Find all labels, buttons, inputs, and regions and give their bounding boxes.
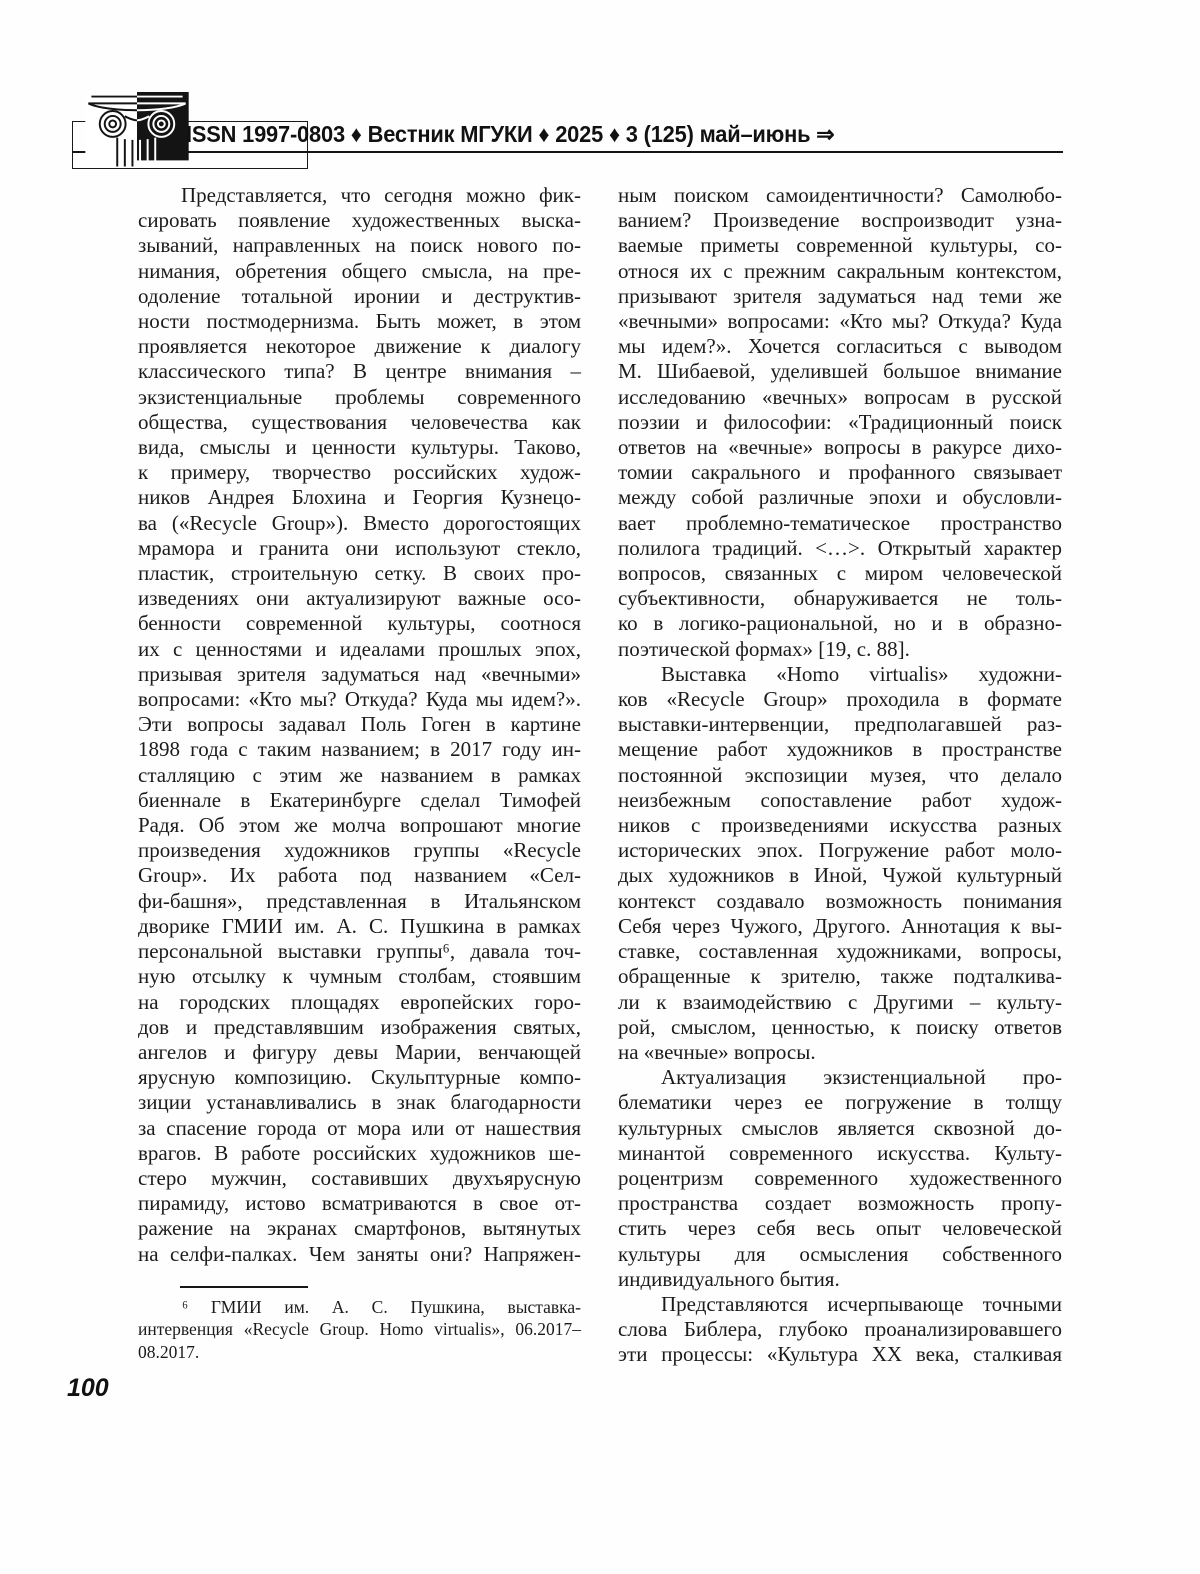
text-line: рой, смыслом, ценностью, к поиску ответов: [618, 1014, 1062, 1039]
text-line: слова Библера, глубоко проанализировавшего: [618, 1317, 1062, 1342]
text-line: врагов. В работе российских художников ше-: [138, 1140, 581, 1165]
text-line: мрамора и гранита они используют стекло,: [138, 535, 581, 560]
text-line: Выставка «Homo virtualis» художни-: [661, 661, 1062, 686]
footnote: [138, 1286, 581, 1364]
text-line: ности постмодернизма. Быть может, в этом: [138, 309, 581, 334]
text-line: дых художников в Иной, Чужой культурный: [618, 863, 1062, 888]
text-line: Представляются исчерпывающе точными: [661, 1291, 1062, 1316]
text-line: индивидуального бытия.: [618, 1266, 840, 1291]
text-line: произведения художников группы «Recycle: [138, 838, 581, 863]
text-line: персональной выставки группы⁶, давала точ-: [138, 939, 581, 964]
text-line: Себя через Чужого, Другого. Аннотация к вы-: [618, 913, 1062, 938]
text-line: интервенция «Recycle Group. Homo virtualis», 06.2017–: [138, 1319, 581, 1340]
text-line: зиции устанавливались в знак благодарности: [138, 1090, 581, 1115]
text-line: дов и представлявшим изображения святых,: [138, 1014, 581, 1039]
text-line: на «вечные» вопросы.: [618, 1039, 816, 1064]
text-line: Group». Их работа под названием «Сел-: [138, 863, 581, 888]
text-line: ярусную композицию. Скульптурные компо-: [138, 1065, 581, 1090]
text-line: Эти вопросы задавал Поль Гоген в картине: [138, 712, 581, 737]
text-line: вопросов, связанных с миром человеческой: [618, 561, 1062, 586]
text-line: ражение на экранах смартфонов, вытянутых: [138, 1216, 581, 1241]
text-line: блематики через ее погружение в толщу: [618, 1090, 1062, 1115]
text-line: обращенные к зрителю, также подталкива-: [618, 964, 1062, 989]
text-line: призывают зрителя задуматься над теми же: [618, 283, 1062, 308]
footnote-separator-rule: [180, 1286, 308, 1288]
text-line: зываний, направленных на поиск нового по-: [138, 233, 581, 258]
text-line: роцентризм современного художественного: [618, 1165, 1062, 1190]
text-line: биеннале в Екатеринбурге сделал Тимофей: [138, 787, 581, 812]
text-line: изведениях они актуализируют важные осо-: [138, 586, 581, 611]
text-line: призывая зрителя задуматься над «вечными»: [138, 661, 581, 686]
text-line: ставке, составленная художниками, вопросы,: [618, 939, 1062, 964]
text-line: пластик, строительную сетку. В своих про-: [138, 561, 581, 586]
text-line: Представляется, что сегодня можно фик-: [181, 183, 581, 207]
journal-header-line: ISSN 1997-0803 ♦ Вестник МГУКИ ♦ 2025 ♦ 3 (125) май–июнь ⇒: [186, 121, 835, 147]
text-line: ным поиском самоидентичности? Самолюбо-: [618, 183, 1062, 207]
text-line: томии сакрального и профанного связывает: [618, 460, 1062, 485]
text-line: ⁶ ГМИИ им. А. С. Пушкина, выставка-: [182, 1296, 581, 1317]
text-line: поэтической формах» [19, с. 88].: [618, 636, 910, 661]
text-line: исследованию «вечных» вопросам в русской: [618, 384, 1062, 409]
text-line: дворике ГМИИ им. А. С. Пушкина в рамках: [138, 913, 581, 938]
text-line: нимания, обретения общего смысла, на пре-: [138, 258, 581, 283]
text-line: стеро мужчин, составивших двухъярусную: [138, 1165, 581, 1190]
page-number: 100: [67, 1374, 109, 1402]
text-line: вида, смыслы и ценности культуры. Таково,: [138, 435, 581, 460]
text-line: выставки-интервенции, предполагавшей раз-: [618, 712, 1062, 737]
text-line: фи-башня», представленная в Итальянском: [138, 888, 581, 913]
text-line: ников Андрея Блохина и Георгия Кузнецо-: [138, 485, 581, 510]
text-line: поэзии и философии: «Традиционный поиск: [618, 409, 1062, 434]
text-line: к примеру, творчество российских худож-: [138, 460, 581, 485]
text-line: вопросами: «Кто мы? Откуда? Куда мы идем?».: [138, 687, 581, 712]
text-line: ваемые приметы современной культуры, со-: [618, 233, 1062, 258]
text-line: Актуализация экзистенциальной про-: [661, 1065, 1062, 1090]
text-line: мы идем?». Хочется согласиться с выводом: [618, 334, 1062, 359]
left-column: [138, 183, 581, 1363]
header-rule: [72, 151, 1063, 153]
text-line: субъективности, обнаруживается не толь-: [618, 586, 1062, 611]
right-column: [618, 183, 1062, 1368]
right-column-text: [618, 183, 1062, 1368]
text-line: ников с произведениями искусства разных: [618, 813, 1062, 838]
text-line: на селфи-палках. Чем заняты они? Напряжен-: [138, 1241, 581, 1266]
text-line: ков «Recycle Group» проходила в формате: [618, 687, 1062, 712]
text-line: постоянной экспозиции музея, что делало: [618, 762, 1062, 787]
text-line: культуры для осмысления собственного: [618, 1241, 1062, 1266]
text-line: ную отсылку к чумным столбам, стоявшим: [138, 964, 581, 989]
text-line: ко в логико-рациональной, но и в образно-: [618, 611, 1062, 636]
text-line: стить через себя весь опыт человеческой: [618, 1216, 1062, 1241]
text-line: ва («Recycle Group»). Вместо дорогостоящих: [138, 510, 581, 535]
text-line: 1898 года с таким названием; в 2017 году ин-: [138, 737, 581, 762]
text-line: их с ценностями и идеалами прошлых эпох,: [138, 636, 581, 661]
text-line: неизбежным сопоставление работ худож-: [618, 787, 1062, 812]
text-line: Радя. Об этом же молча вопрошают многие: [138, 813, 581, 838]
text-line: ванием? Произведение воспроизводит узна-: [618, 208, 1062, 233]
paragraph: [138, 183, 581, 1267]
text-line: экзистенциальные проблемы современного: [138, 384, 581, 409]
text-line: сталляцию с этим же названием в рамках: [138, 762, 581, 787]
paragraph: [618, 1292, 1062, 1368]
text-line: 08.2017.: [138, 1341, 200, 1362]
text-line: между собой различные эпохи и обусловли-: [618, 485, 1062, 510]
text-line: за спасение города от мора или от нашествия: [138, 1115, 581, 1140]
text-line: пространства создает возможность пропу-: [618, 1191, 1062, 1216]
text-line: ли к взаимодействию с Другими – культу-: [618, 989, 1062, 1014]
text-line: пирамиду, истово всматриваются в свое от-: [138, 1191, 581, 1216]
text-line: мещение работ художников в пространстве: [618, 737, 1062, 762]
text-line: относя их с прежним сакральным контекстом,: [618, 258, 1062, 283]
text-line: ангелов и фигуру девы Марии, венчающей: [138, 1039, 581, 1064]
paragraph: [618, 183, 1062, 662]
text-line: общества, существования человечества как: [138, 409, 581, 434]
text-line: М. Шибаевой, уделившей большое внимание: [618, 359, 1062, 384]
footnote-text: [138, 1296, 581, 1364]
text-line: «вечными» вопросами: «Кто мы? Откуда? Куда: [618, 309, 1062, 334]
text-line: эти процессы: «Культура XX века, сталкивая: [618, 1342, 1062, 1367]
text-line: бенности современной культуры, соотнося: [138, 611, 581, 636]
paragraph: [138, 1296, 581, 1364]
text-line: контекст создавало возможность понимания: [618, 888, 1062, 913]
paragraph: [618, 1065, 1062, 1292]
text-line: вает проблемно-тематическое пространство: [618, 510, 1062, 535]
text-line: на городских площадях европейских горо-: [138, 989, 581, 1014]
left-column-text: [138, 183, 581, 1267]
text-line: полилога традиций. <…>. Открытый характер: [618, 535, 1062, 560]
text-line: сировать появление художественных выска-: [138, 208, 581, 233]
text-line: исторических эпох. Погружение работ моло-: [618, 838, 1062, 863]
text-line: минантой современного искусства. Культу-: [618, 1140, 1062, 1165]
text-line: проявляется некоторое движение к диалогу: [138, 334, 581, 359]
text-line: ответов на «вечные» вопросы в ракурсе дихо-: [618, 435, 1062, 460]
paragraph: [618, 662, 1062, 1065]
text-line: культурных смыслов является сквозной до-: [618, 1115, 1062, 1140]
text-line: одоление тотальной иронии и деструктив-: [138, 283, 581, 308]
text-line: классического типа? В центре внимания –: [138, 359, 581, 384]
